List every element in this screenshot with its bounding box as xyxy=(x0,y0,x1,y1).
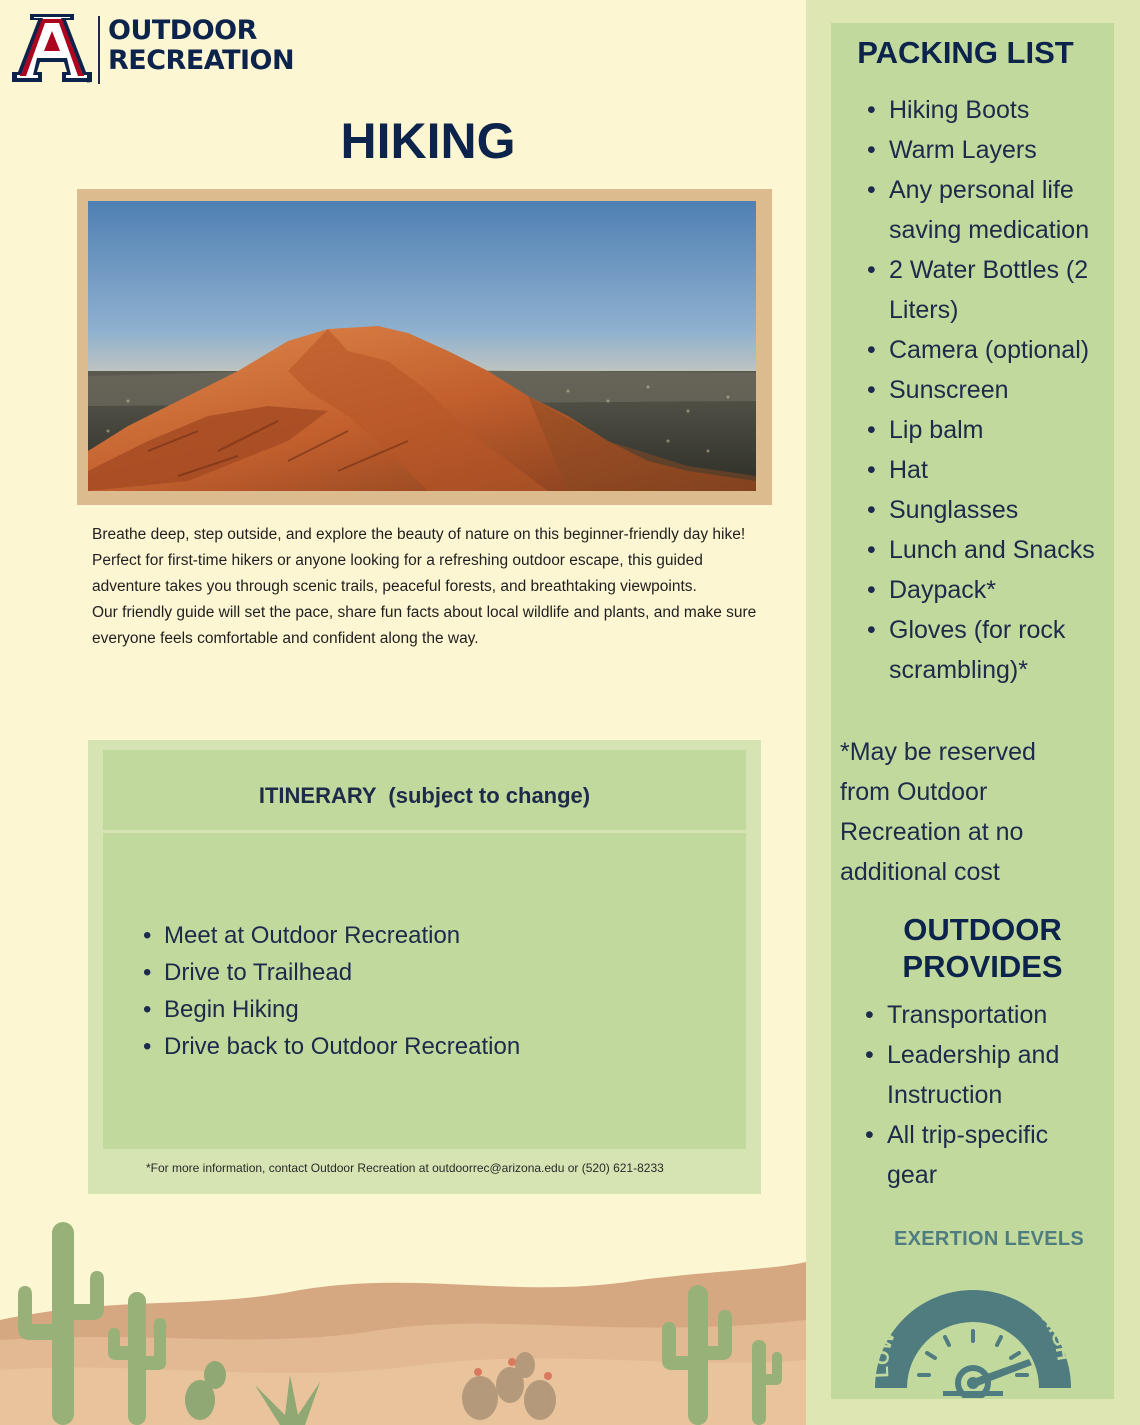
logo-wordmark xyxy=(108,16,294,76)
desert-illustration xyxy=(0,1200,806,1425)
list-item: • Begin Hiking xyxy=(143,991,520,1028)
gauge-label-low: LOW xyxy=(871,1328,900,1379)
list-item: • Any personal life saving medication xyxy=(867,170,1107,250)
provides-list xyxy=(865,995,1105,1195)
contact-footnote: *For more information, contact Outdoor Recreation at outdoorrec@arizona.edu or (520) 621-8233 xyxy=(146,1161,664,1175)
logo-line-1: OUTDOOR xyxy=(108,15,257,46)
page-title: HIKING xyxy=(340,113,516,169)
list-item: • Lip balm xyxy=(867,410,1107,450)
provides-title-line-2: PROVIDES xyxy=(902,949,1063,984)
list-item: • Drive to Trailhead xyxy=(143,954,520,991)
university-logo xyxy=(10,14,300,86)
itinerary-header xyxy=(103,750,746,830)
packing-card xyxy=(831,23,1114,1399)
list-item: • All trip-specific gear xyxy=(865,1115,1105,1195)
itinerary-list xyxy=(143,917,520,1065)
itinerary-heading: ITINERARY (subject to change) xyxy=(258,783,591,808)
list-item: • Lunch and Snacks xyxy=(867,530,1107,570)
list-item: • Meet at Outdoor Recreation xyxy=(143,917,520,954)
trip-description xyxy=(92,522,760,652)
packing-list xyxy=(867,90,1107,690)
exertion-levels-title: EXERTION LEVELS xyxy=(893,1228,1085,1250)
mountain-photo xyxy=(88,201,756,491)
exertion-gauge-icon xyxy=(867,1263,1077,1398)
description-paragraph-2: Our friendly guide will set the pace, share fun facts about local wildlife and plants, and make sure everyone feels comfortable and confident along the way. xyxy=(92,604,757,647)
logo-divider xyxy=(98,16,100,84)
list-item: • 2 Water Bottles (2 Liters) xyxy=(867,250,1107,330)
list-item: • Gloves (for rock scrambling)* xyxy=(867,610,1107,690)
provides-title-line-1: OUTDOOR xyxy=(903,912,1062,947)
list-item: • Sunglasses xyxy=(867,490,1107,530)
reserved-note: *May be reserved from Outdoor Recreation at no additional cost xyxy=(840,738,1036,886)
logo-line-2: RECREATION xyxy=(108,45,295,76)
gauge-label-moderate: MODERATE xyxy=(908,1268,1026,1310)
itinerary-body xyxy=(103,833,746,1149)
list-item: • Transportation xyxy=(865,995,1105,1035)
list-item: • Daypack* xyxy=(867,570,1107,610)
svg-text:®: ® xyxy=(85,77,92,84)
block-a-icon xyxy=(10,14,94,84)
mountain-sunset-image xyxy=(88,201,756,491)
packing-list-title: PACKING LIST xyxy=(857,35,1074,70)
photo-frame xyxy=(77,189,772,505)
sidebar xyxy=(806,0,1140,1425)
itinerary-card xyxy=(88,740,761,1194)
gauge-label-high: HIGH xyxy=(1036,1308,1074,1363)
list-item: • Sunscreen xyxy=(867,370,1107,410)
list-item: • Hat xyxy=(867,450,1107,490)
list-item: • Camera (optional) xyxy=(867,330,1107,370)
list-item: • Leadership and Instruction xyxy=(865,1035,1105,1115)
list-item: • Hiking Boots xyxy=(867,90,1107,130)
provides-title xyxy=(831,911,1114,985)
description-paragraph-1: Breathe deep, step outside, and explore the beauty of nature on this beginner-friendly day hike! Perfect for first-time hikers or anyone looking for a refreshing outdoor escape, this guided adventure takes you through scenic trails, peaceful forests, and breathtaking viewpoints. xyxy=(92,526,746,595)
list-item: • Warm Layers xyxy=(867,130,1107,170)
list-item: • Drive back to Outdoor Recreation xyxy=(143,1028,520,1065)
